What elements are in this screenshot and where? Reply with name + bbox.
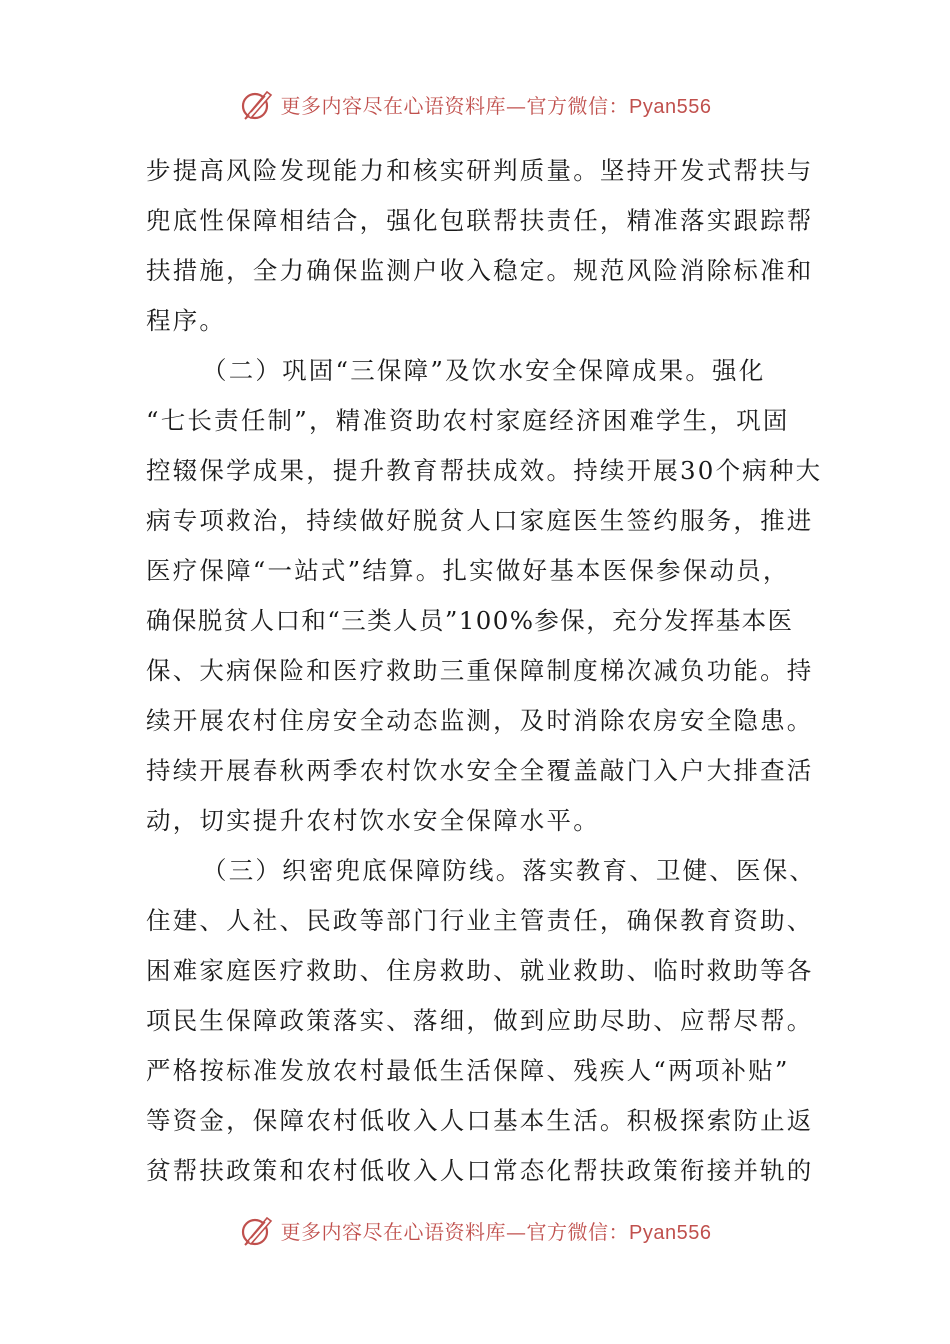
footer-banner-title: 更多内容尽在心语资料库 xyxy=(280,1219,507,1244)
quill-pen-logo-icon xyxy=(239,1212,275,1248)
section-heading-2: （二）巩固“三保障”及饮水安全保障成果。强化 xyxy=(202,356,766,385)
body-line: 确保脱贫人口和“三类人员”100%参保，充分发挥基本医 xyxy=(146,606,794,635)
header-banner-wechat-label: 官方微信： xyxy=(526,93,630,118)
header-banner-wechat-id: Pyan556 xyxy=(629,95,712,118)
body-line: 持续开展春秋两季农村饮水安全全覆盖敲门入户大排查活 xyxy=(146,756,814,785)
body-line: 动，切实提升农村饮水安全保障水平。 xyxy=(146,806,600,835)
body-line: “七长责任制”，精准资助农村家庭经济困难学生，巩固 xyxy=(146,406,790,435)
body-line: 贫帮扶政策和农村低收入人口常态化帮扶政策衔接并轨的 xyxy=(146,1156,814,1185)
body-line: 兜底性保障相结合，强化包联帮扶责任，精准落实跟踪帮 xyxy=(146,206,814,235)
body-line: 扶措施，全力确保监测户收入稳定。规范风险消除标准和 xyxy=(146,256,814,285)
body-line: 步提高风险发现能力和核实研判质量。坚持开发式帮扶与 xyxy=(146,156,814,185)
body-line: 续开展农村住房安全动态监测，及时消除农房安全隐患。 xyxy=(146,706,814,735)
body-line: 住建、人社、民政等部门行业主管责任，确保教育资助、 xyxy=(146,906,814,935)
header-banner-dash: — xyxy=(506,93,527,118)
footer-banner-wechat-id: Pyan556 xyxy=(629,1221,712,1244)
footer-banner xyxy=(0,1210,950,1250)
quill-pen-logo-icon xyxy=(239,86,275,122)
section-heading-3: （三）织密兜底保障防线。落实教育、卫健、医保、 xyxy=(202,856,817,885)
header-banner xyxy=(0,84,950,124)
header-banner-text xyxy=(281,90,712,119)
footer-banner-wechat-label: 官方微信： xyxy=(526,1219,630,1244)
body-line: 病专项救治，持续做好脱贫人口家庭医生签约服务，推进 xyxy=(146,506,814,535)
body-line: 项民生保障政策落实、落细，做到应助尽助、应帮尽帮。 xyxy=(146,1006,814,1035)
body-line: 困难家庭医疗救助、住房救助、就业救助、临时救助等各 xyxy=(146,956,814,985)
body-line: 等资金，保障农村低收入人口基本生活。积极探索防止返 xyxy=(146,1106,814,1135)
document-body xyxy=(146,146,823,1196)
body-line: 保、大病保险和医疗救助三重保障制度梯次减负功能。持 xyxy=(146,656,814,685)
body-line: 医疗保障“一站式”结算。扎实做好基本医保参保动员， xyxy=(146,556,790,585)
body-line: 严格按标准发放农村最低生活保障、残疾人“两项补贴” xyxy=(146,1056,790,1085)
header-banner-title: 更多内容尽在心语资料库 xyxy=(280,93,507,118)
footer-banner-text xyxy=(281,1216,712,1245)
body-line: 控辍保学成果，提升教育帮扶成效。持续开展30个病种大 xyxy=(146,456,823,485)
body-line: 程序。 xyxy=(146,306,227,335)
footer-banner-dash: — xyxy=(506,1219,527,1244)
